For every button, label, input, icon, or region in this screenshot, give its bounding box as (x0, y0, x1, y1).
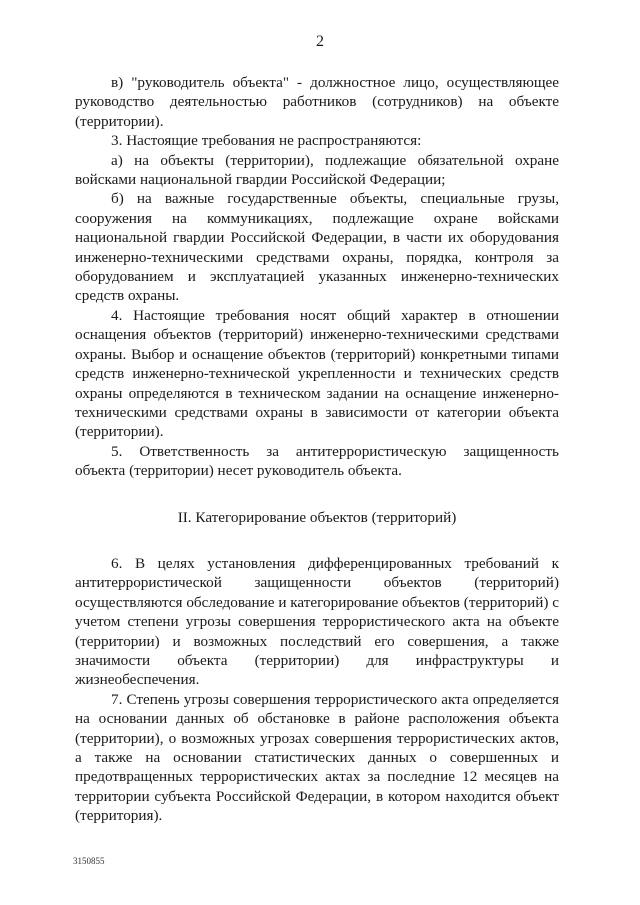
paragraph-3b-important-state-objects: б) на важные государственные объекты, специальные грузы, сооружения на коммуникациях, подлежащие охране войсками национальной гвардии Российской Федерации, в части их оборудования инженерно-техническими средствами охраны, порядка, контроля за оборудованием и эксплуатацией указанных инженерно-технических средств охраны. (75, 190, 559, 305)
paragraph-6-categorization: 6. В целях установления дифференцированных требований к антитеррористической защищенности объектов (территорий) осуществляются обследование и категорирование объектов (территорий) с учетом степени угрозы совершения террористического акта на объекте (территории) и возможных последствий его совершения, а также значимости объекта (территории) для инфраструктуры и жизнеобеспечения. (75, 554, 559, 689)
paragraph-4-general-requirements: 4. Настоящие требования носят общий характер в отношении оснащения объектов (территорий) инженерно-техническими средствами охраны. Выбор и оснащение объектов (территорий) конкретными типами средств инженерно-технической укрепленности и технических средств охраны определяются в техническом задании на оснащение инженерно-техническими средствами охраны в зависимости от категории объекта (территории). (75, 306, 559, 441)
paragraph-3a-guarded-objects: а) на объекты (территории), подлежащие обязательной охране войсками национальной гвардии Российской Федерации; (75, 151, 559, 189)
document-footer-code: 3150855 (73, 856, 105, 866)
page-number: 2 (316, 33, 324, 50)
section-heading: II. Категорирование объектов (территорий) (177, 508, 457, 526)
paragraph-5-responsibility: 5. Ответственность за антитеррористическую защищенность объекта (территории) несет руководитель объекта. (75, 442, 559, 480)
paragraph-3-exclusions-intro: 3. Настоящие требования не распространяются: (111, 132, 422, 150)
document-body (75, 73, 559, 826)
paragraph-7-threat-level: 7. Степень угрозы совершения террористического акта определяется на основании данных об обстановке в районе расположения объекта (территории), о возможных угрозах совершения террористических актов, а также на основании статистических данных о совершенных и предотвращенных террористических актах за последние 12 месяцев на территории субъекта Российской Федерации, в котором находится объект (территория). (75, 690, 559, 825)
paragraph-1v-project-manager-definition: в) "руководитель объекта" - должностное лицо, осуществляющее руководство деятельностью работников (сотрудников) на объекте (территории). (75, 74, 559, 130)
